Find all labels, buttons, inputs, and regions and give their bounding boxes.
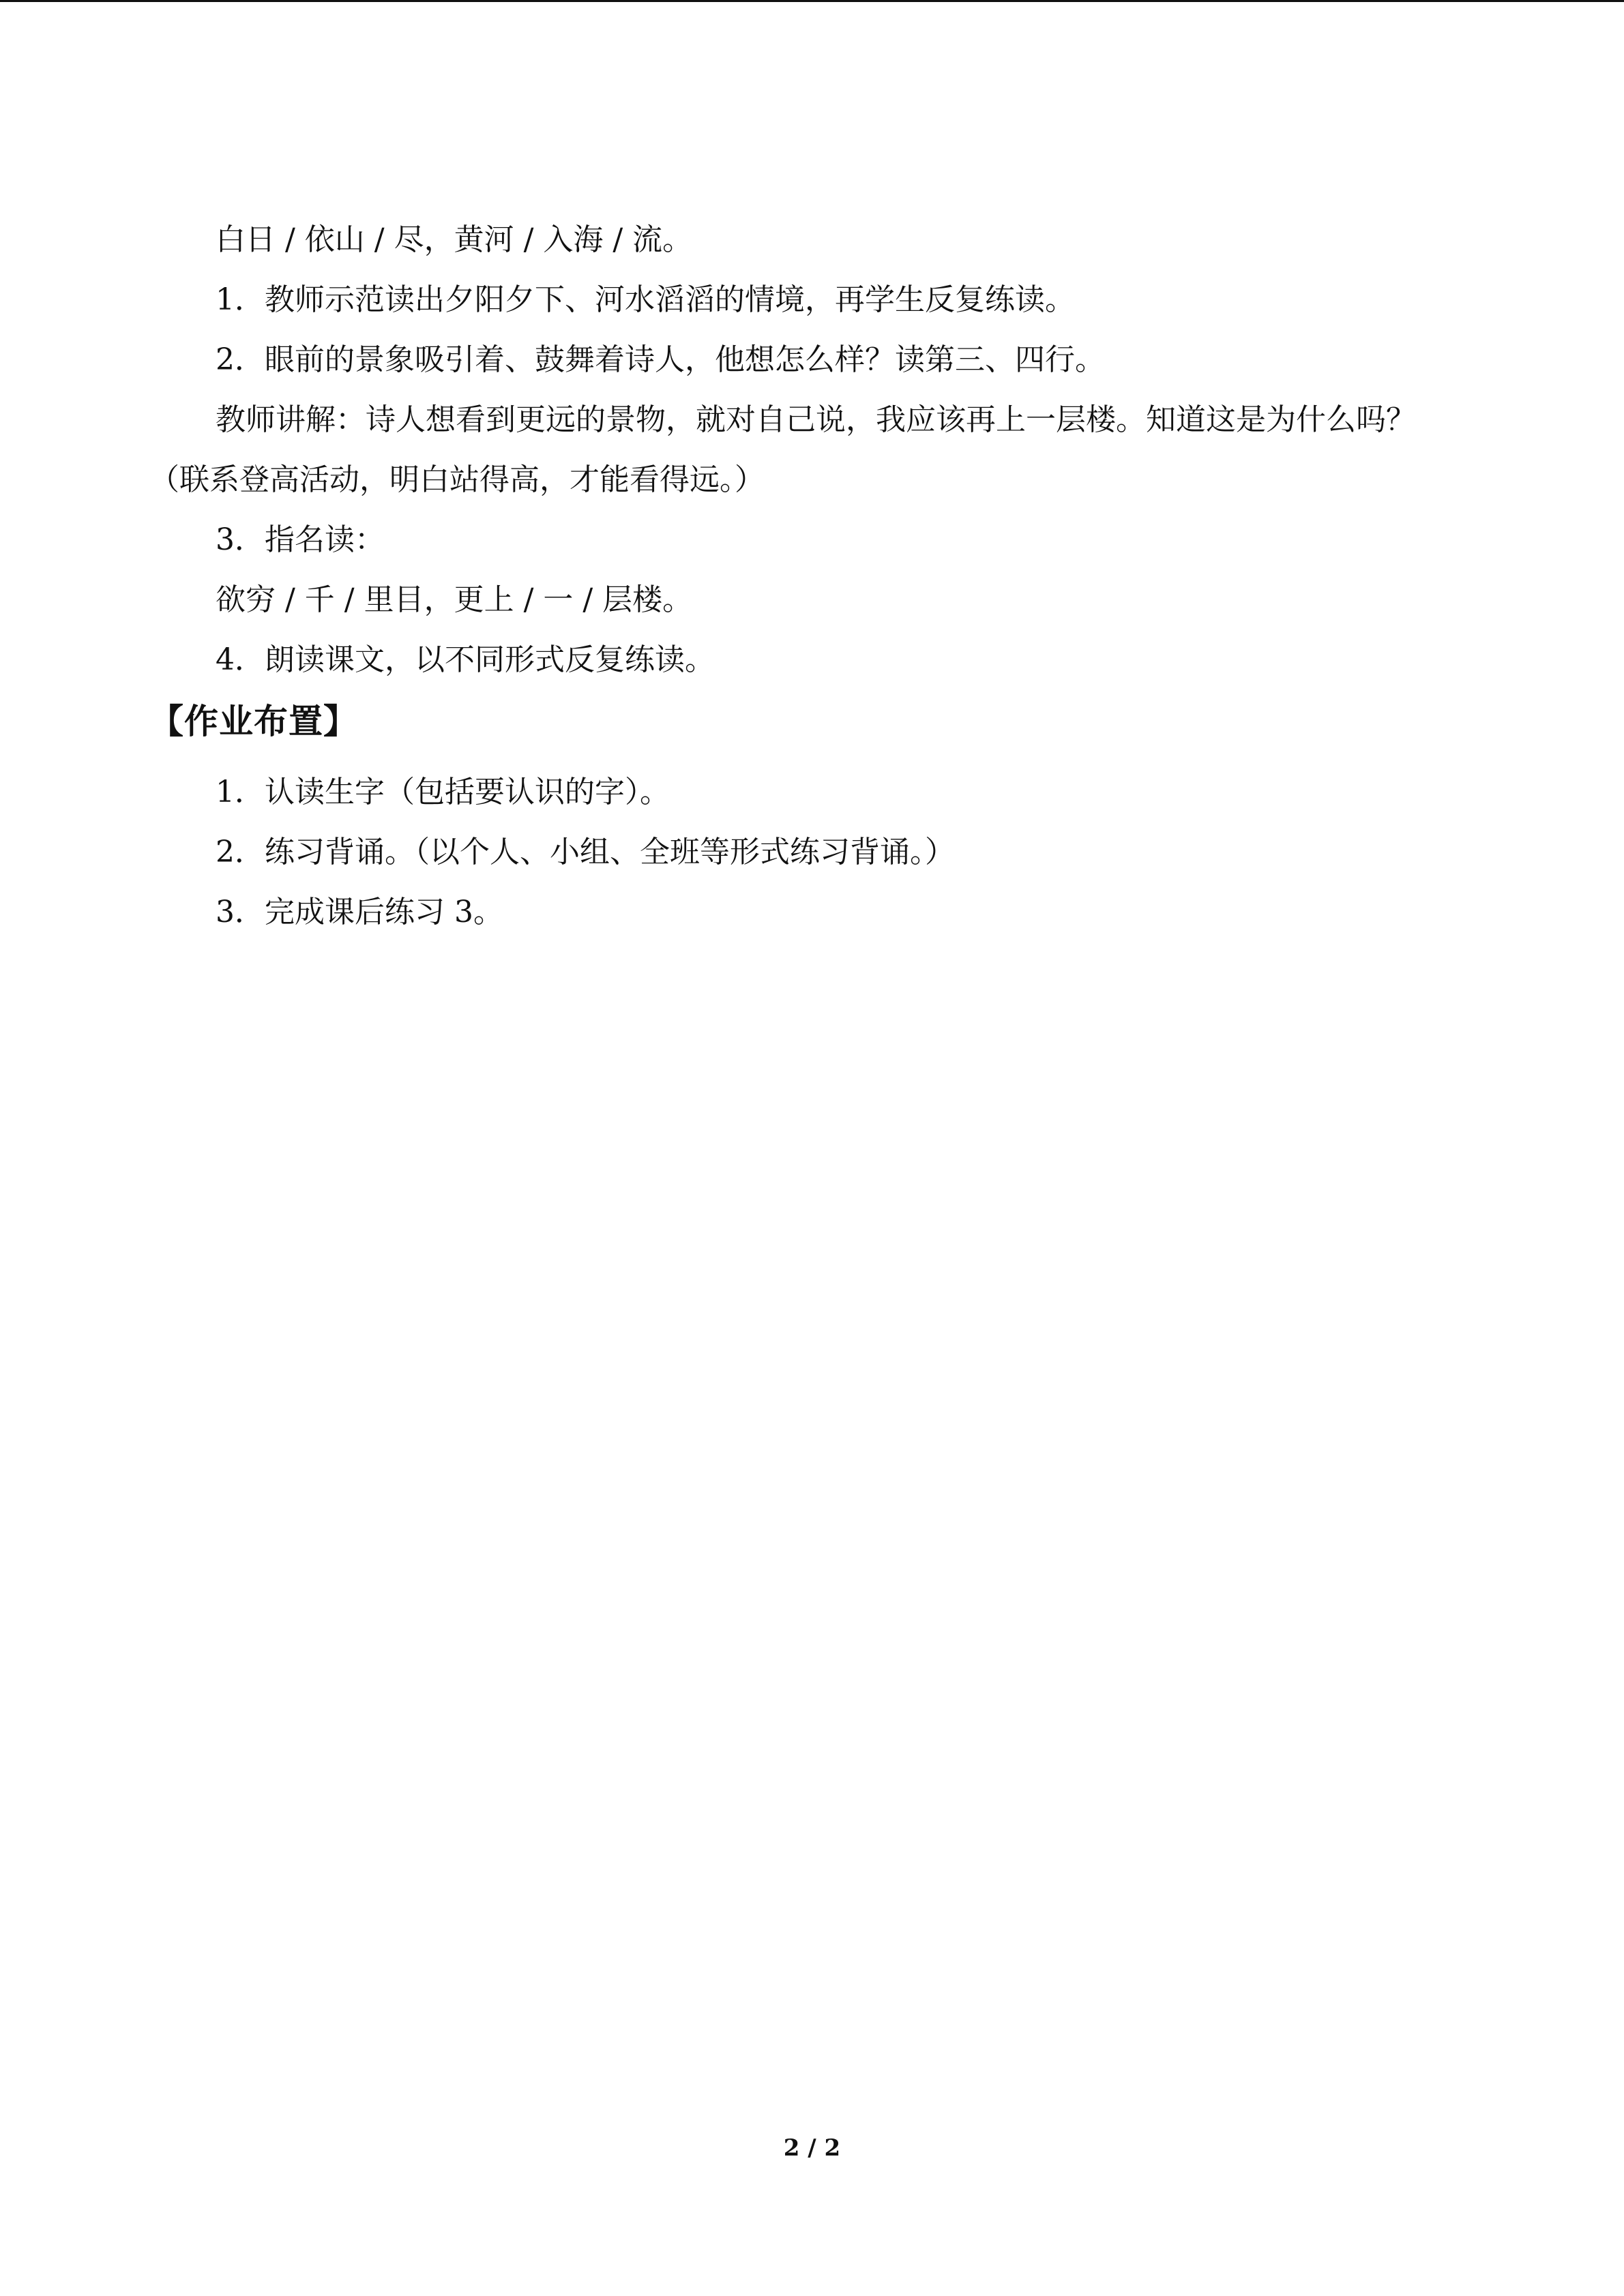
homework-item-2: 2．练习背诵。（以个人、小组、全班等形式练习背诵。） [216,835,955,869]
teacher-explanation: 教师讲解：诗人想看到更远的景物，就对自己说，我应该再上一层楼。知道这是为什么吗？（联系登高活动，明白站得高，才能看得远。） [149,402,1416,497]
top-border-line [0,0,1624,2]
teaching-step-2: 2．眼前的景象吸引着、鼓舞着诗人，他想怎么样？读第三、四行。 [216,342,1105,377]
reading-rhythm-line-2: 欲穷 / 千 / 里目，更上 / 一 / 层楼。 [216,582,693,617]
homework-item-1: 1．认读生字（包括要认识的字）。 [216,775,670,809]
reading-rhythm-line-1: 白日 / 依山 / 尽，黄河 / 入海 / 流。 [216,222,693,257]
teaching-step-3: 3．指名读： [216,522,385,557]
homework-item-3: 3．完成课后练习 3。 [216,895,503,929]
teaching-step-1: 1．教师示范读出夕阳夕下、河水滔滔的情境，再学生反复练读。 [216,282,1075,317]
homework-heading: 【作业布置】 [149,702,358,741]
page-number: 2 / 2 [783,2134,841,2162]
teaching-step-4: 4．朗读课文，以不同形式反复练读。 [216,642,715,677]
document-body [149,210,1466,942]
